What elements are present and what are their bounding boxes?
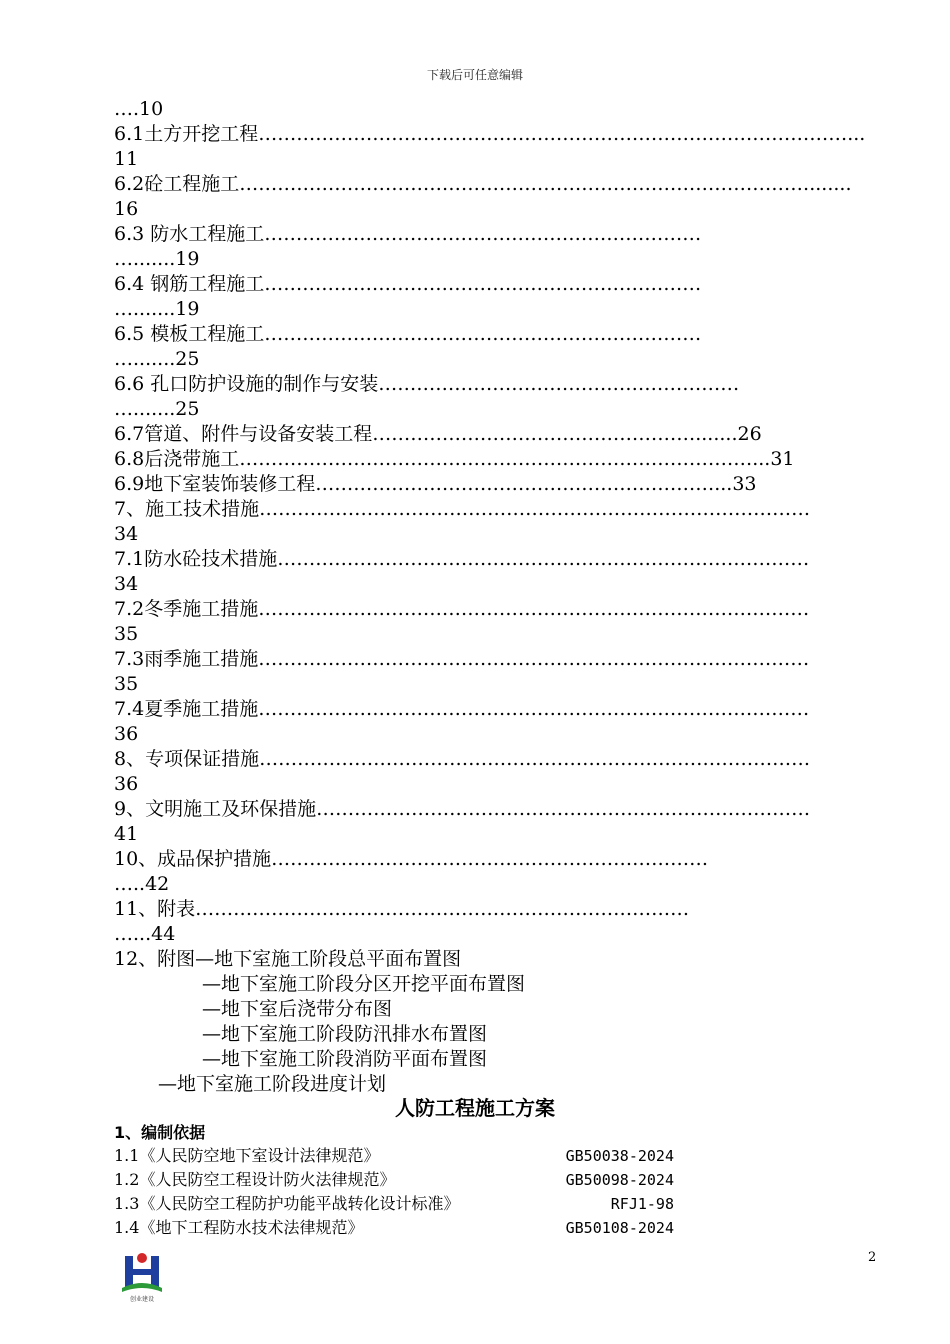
reference-code: RFJ1-98 <box>610 1195 674 1213</box>
toc-line: 6.2砼工程施工………………………………………………………………………………....... <box>114 173 852 195</box>
reference-name: 1.4《地下工程防水技术法律规范》 <box>114 1218 364 1237</box>
toc-appendix-line: —地下室施工阶段进度计划 <box>158 1073 387 1095</box>
reference-item <box>114 1192 674 1216</box>
toc-line: 6.7管道、附件与设备安装工程…………………………………………….......26 <box>114 423 762 445</box>
toc-appendix-line: —地下室施工阶段分区开挖平面布置图 <box>202 973 526 995</box>
page-header: 下载后可任意编辑 <box>426 68 523 82</box>
section-heading: 1、编制依据 <box>114 1123 206 1142</box>
toc-line: 16 <box>114 198 139 220</box>
reference-list <box>114 1144 674 1240</box>
toc-line: 35 <box>114 673 139 695</box>
toc-line: ….......19 <box>114 248 200 270</box>
reference-name: 1.1《人民防空地下室设计法律规范》 <box>114 1146 380 1165</box>
toc-line: 7、施工技术措施…………………………………………………………………………… <box>114 498 811 520</box>
reference-code: GB50038-2024 <box>565 1147 674 1165</box>
toc-line: 12、附图—地下室施工阶段总平面布置图 <box>114 948 462 970</box>
toc-line: 35 <box>114 623 139 645</box>
toc-line: 6.8后浇带施工………………………………………………………………………...31 <box>114 448 795 470</box>
reference-item <box>114 1144 674 1168</box>
toc-line: 36 <box>114 723 139 745</box>
page-number: 2 <box>868 1250 877 1265</box>
toc-line: 6.1土方开挖工程…………………………………………………………………………………... <box>114 123 866 145</box>
toc-line: 11 <box>114 148 139 170</box>
toc-line: 36 <box>114 773 139 795</box>
toc-line: …..42 <box>114 873 170 895</box>
toc-line: 6.5 模板工程施工…………………………………………………………… <box>114 323 702 345</box>
toc-line: ….......25 <box>114 348 200 370</box>
toc-line: 10、成品保护措施…………………………………………………………… <box>114 848 709 870</box>
toc-line: 7.1防水砼技术措施………………………………………………………………………… <box>114 548 810 570</box>
toc-line: 34 <box>114 523 139 545</box>
reference-name: 1.2《人民防空工程设计防火法律规范》 <box>114 1170 396 1189</box>
toc-line: …...44 <box>114 923 176 945</box>
toc-line: 34 <box>114 573 139 595</box>
toc-line: 7.3雨季施工措施…………………………………………………………………………… <box>114 648 810 670</box>
reference-item <box>114 1168 674 1192</box>
toc-line: ….......19 <box>114 298 200 320</box>
toc-appendix-line: —地下室施工阶段消防平面布置图 <box>202 1048 488 1070</box>
toc-line: 41 <box>114 823 139 845</box>
toc-line: 6.3 防水工程施工…………………………………………………………… <box>114 223 702 245</box>
toc-line: ….......25 <box>114 398 200 420</box>
toc-line: 6.9地下室装饰装修工程………………………………………………………...33 <box>114 473 757 495</box>
toc-line: 7.4夏季施工措施…………………………………………………………………………… <box>114 698 810 720</box>
toc-line: 8、专项保证措施…………………………………………………………………………… <box>114 748 811 770</box>
reference-code: GB50108-2024 <box>565 1219 674 1237</box>
toc-line: 6.4 钢筋工程施工…………………………………………………………… <box>114 273 702 295</box>
company-logo-icon <box>122 1250 162 1295</box>
table-of-contents <box>114 97 882 1097</box>
toc-line: 7.2冬季施工措施…………………………………………………………………………… <box>114 598 810 620</box>
reference-item <box>114 1216 674 1240</box>
toc-line: 6.6 孔口防护设施的制作与安装………………………………………………… <box>114 373 740 395</box>
toc-line: 9、文明施工及环保措施…………………………………………………………………… <box>114 798 811 820</box>
toc-appendix-line: —地下室施工阶段防汛排水布置图 <box>202 1023 488 1045</box>
toc-line: 11、附表…………………………………………………………………… <box>114 898 690 920</box>
reference-name: 1.3《人民防空工程防护功能平战转化设计标准》 <box>114 1194 460 1213</box>
toc-appendix-line: —地下室后浇带分布图 <box>202 998 393 1020</box>
document-title: 人防工程施工方案 <box>395 1096 555 1120</box>
toc-line: ….10 <box>114 98 164 120</box>
logo-caption: 创业建设 <box>129 1296 154 1303</box>
reference-code: GB50098-2024 <box>565 1171 674 1189</box>
